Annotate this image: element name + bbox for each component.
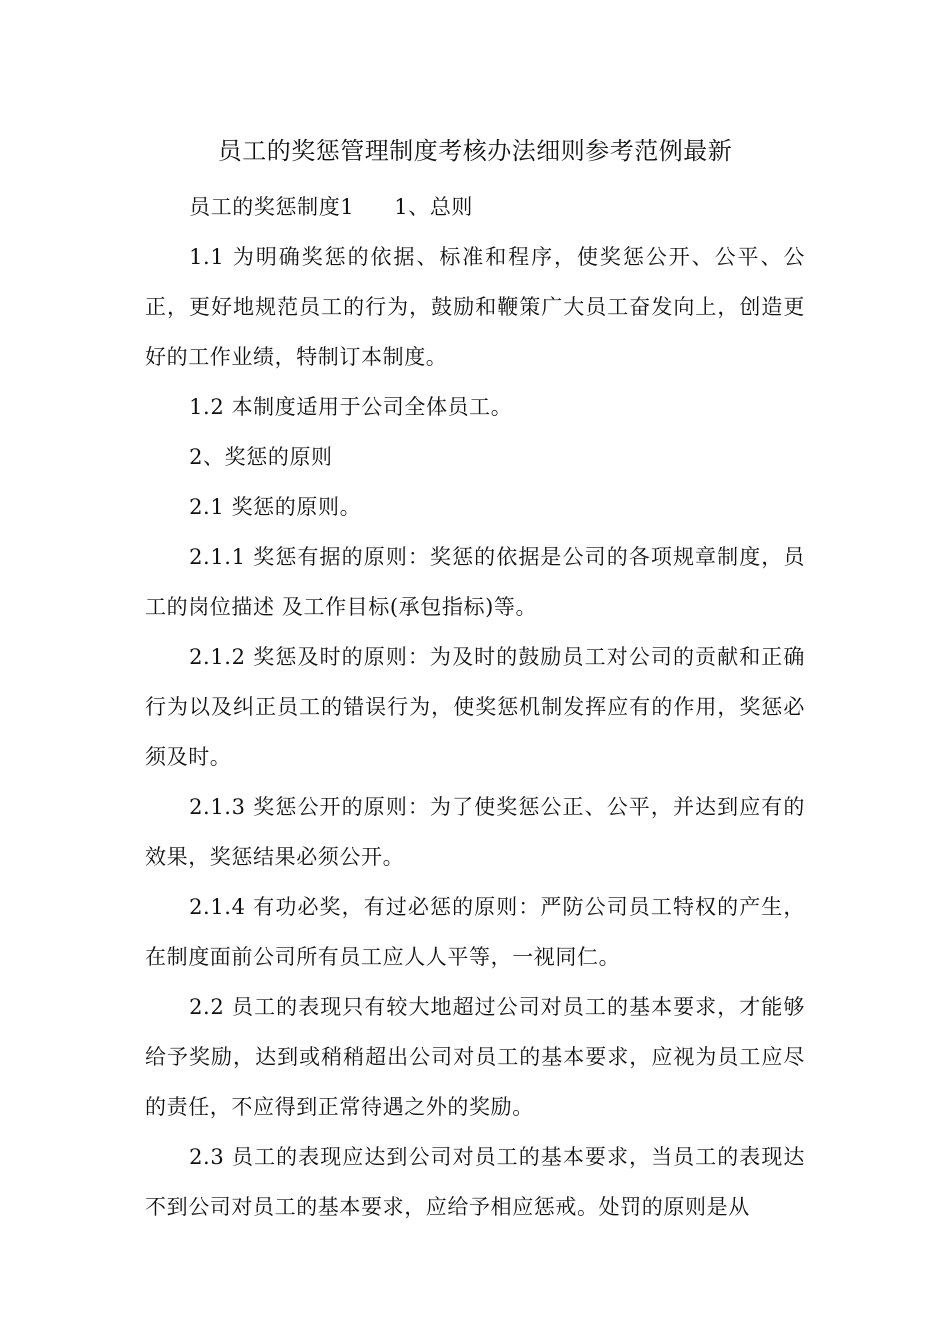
intro-part-1: 员工的奖惩制度1: [189, 195, 355, 219]
paragraph-2-1-3: 2.1.3 奖惩公开的原则：为了使奖惩公正、公平，并达到应有的效果，奖惩结果必须公开。: [145, 795, 805, 869]
paragraph-2-3: 2.3 员工的表现应达到公司对员工的基本要求，当员工的表现达不到公司对员工的基本要求，应给予相应惩戒。处罚的原则是从: [145, 1145, 805, 1219]
paragraph-2-1: 2.1 奖惩的原则。: [189, 495, 362, 519]
paragraph-2-2: 2.2 员工的表现只有较大地超过公司对员工的基本要求，才能够给予奖励，达到或稍稍超出公司对员工的基本要求，应视为员工应尽的责任，不应得到正常待遇之外的奖励。: [145, 995, 805, 1119]
intro-line: [145, 182, 805, 232]
paragraph-1-2: 1.2 本制度适用于公司全体员工。: [189, 395, 513, 419]
intro-part-2: 1、总则: [394, 195, 474, 219]
paragraph-2-1-2: 2.1.2 奖惩及时的原则：为及时的鼓励员工对公司的贡献和正确行为以及纠正员工的错误行为，使奖惩机制发挥应有的作用，奖惩必须及时。: [145, 645, 805, 769]
section-2-heading: 2、奖惩的原则: [189, 445, 333, 469]
paragraph-1-1: 1.1 为明确奖惩的依据、标准和程序，使奖惩公开、公平、公正，更好地规范员工的行为，鼓励和鞭策广大员工奋发向上，创造更好的工作业绩，特制订本制度。: [145, 245, 805, 369]
paragraph-2-1-4: 2.1.4 有功必奖，有过必惩的原则：严防公司员工特权的产生，在制度面前公司所有员工应人人平等，一视同仁。: [145, 895, 805, 969]
paragraph-2-1-1: 2.1.1 奖惩有据的原则：奖惩的依据是公司的各项规章制度，员工的岗位描述 及工作目标(承包指标)等。: [145, 545, 805, 619]
document-title: 员工的奖惩管理制度考核办法细则参考范例最新: [217, 137, 733, 165]
document-body: [145, 182, 805, 1232]
